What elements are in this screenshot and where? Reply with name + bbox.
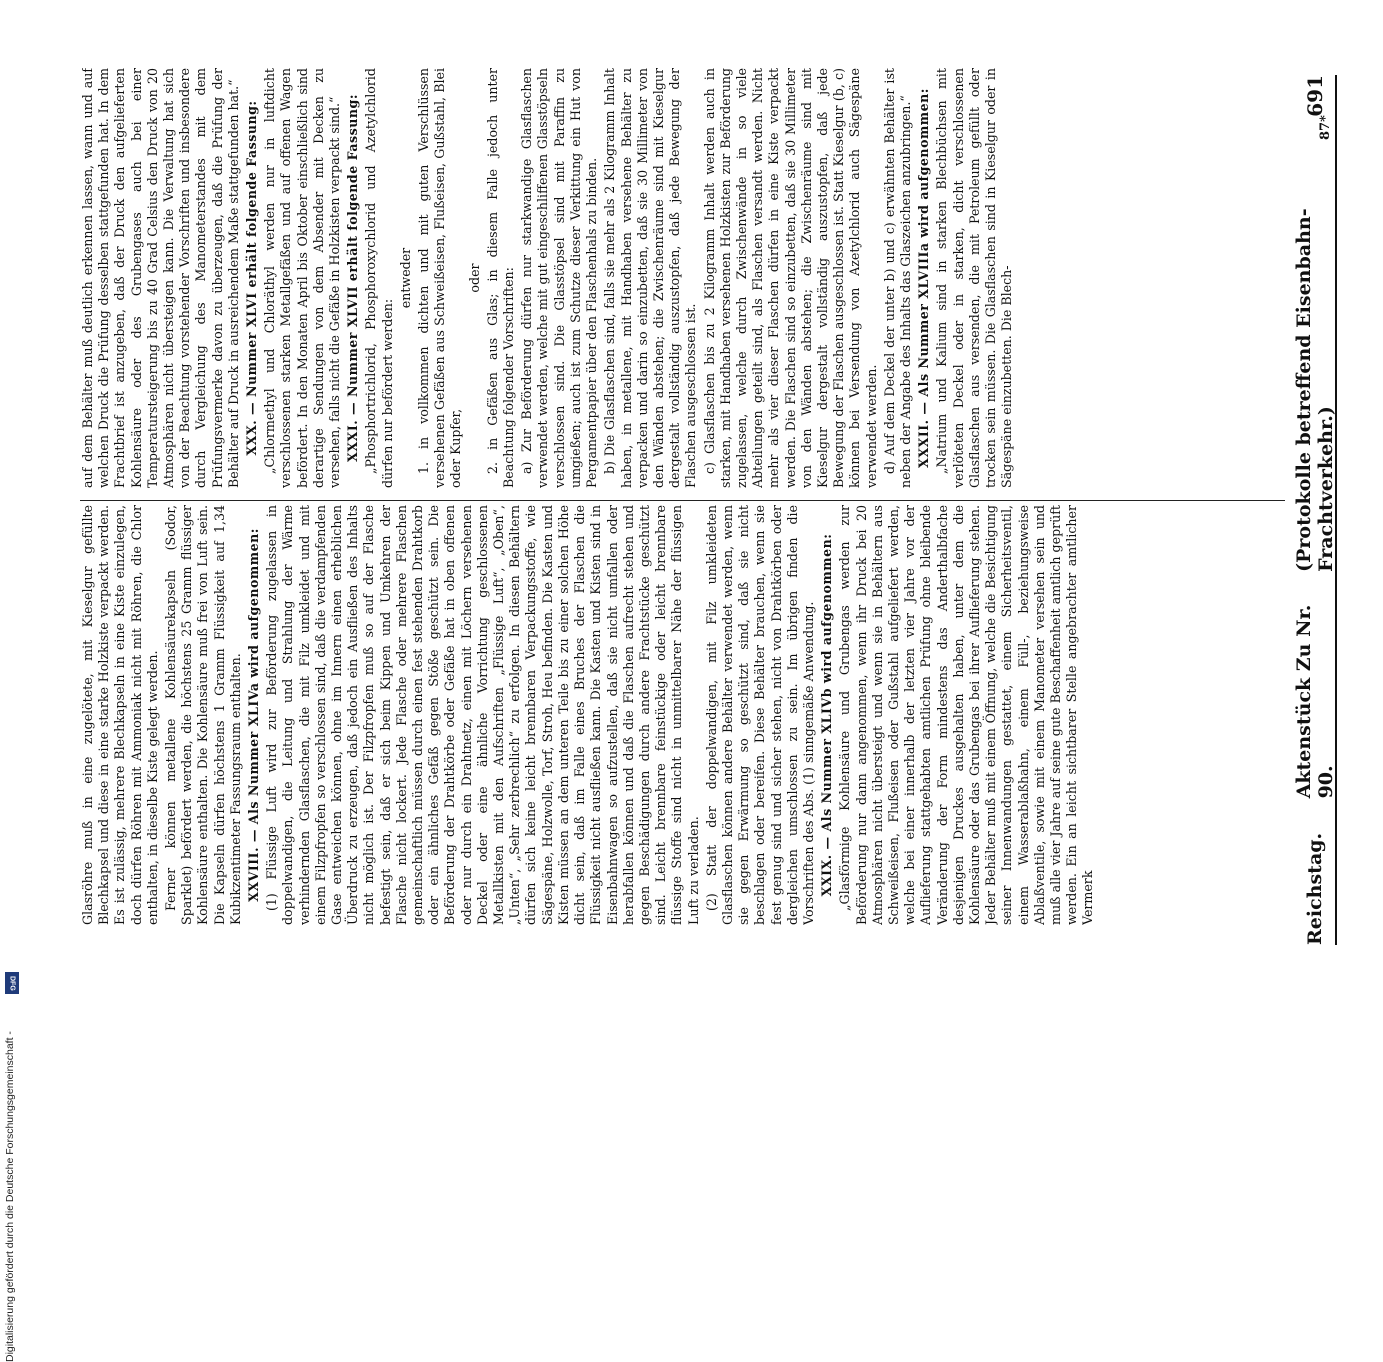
paragraph: „Natrium und Kalium sind in starken Blechbüchsen mit verlöteten Deckel oder in starken, dicht verschlossenen Glasflaschen aus versenden, die mit Petroleum gefüllt oder trocken sein müssen. Die Glasflaschen sind in Kieselgur oder in Sägespäne einzubetten. Die Blech- [934, 68, 1015, 488]
paragraph: Glasröhre muß in eine zugelötete, mit Kieselgur gefüllte Blechkapsel und diese in eine starke Holzkiste verpackt werden. Es ist zulässig, mehrere Blechkapseln in eine Kiste einzulegen, doch dürfen Röhren mit Ammoniak nicht mit Röhren, die Chlor enthalten, in dieselbe Kiste gelegt werden. [80, 505, 160, 925]
paragraph: d) Auf dem Deckel der unter b) und c) erwähnten Behälter ist neben der Angabe des Inhalts das Glaszeichen anzubringen.“ [881, 68, 913, 488]
section-heading: XXXI. — Nummer XLVII erhält folgende Fassung: [345, 94, 361, 462]
right-column [80, 68, 1285, 488]
paragraph: „Phosphortrichlorid, Phosphoroxychlorid und Azetylchlorid dürfen nur befördert werden: [363, 68, 395, 488]
paragraph: (2) Statt der doppelwandigen, mit Filz umkleideten Glasflaschen können andere Behälter verwendet werden, wenn sie gegen Erwärmung so geschützt sind, daß sie nicht beschlagen oder bereifen. Diese Behälter brauchen, wenn sie fest genug sind und sicher stehen, nicht von Drahtkörben oder dergleichen umschlossen zu sein. Im übrigen finden die Vorschriften des Abs. (1) sinngemäße Anwendung. [703, 505, 816, 925]
footer-text: Digitalisierung gefördert durch die Deutsche Forschungsgemeinschaft - [4, 1031, 16, 1362]
paragraph: (1) Flüssige Luft wird zur Beförderung zugelassen in doppelwandigen, die Leitung und Strahlung der Wärme verhindernden Glasflaschen, die mit Filz umkleidet und mit einem Filzpfropfen so verschlossen sind, daß die verdampfenden Gase entweichen können, ohne im Innern einen erheblichen Überdruck zu erzeugen, daß jedoch ein Ausfließen des Inhalts nicht möglich ist. Der Filzpfropfen muß so auf der Flasche befestigt sein, daß er sich beim Kippen und Umkehren der Flasche nicht lockert. Jede Flasche oder mehrere Flaschen gemeinschaftlich müssen durch einen fest stehenden Drahtkorb oder ein ähnliches Gefäß gegen Stöße geschützt sein. Die Beförderung der Drahtkörbe oder Gefäße hat in oben offenen oder nur durch ein Drahtnetz, einen mit Löchern versehenen Deckel oder eine ähnliche Vorrichtung geschlossenen Metallkisten mit den Aufschriften „Flüssige Luft“, „Oben“, „Unten“, „Sehr zerbrechlich“ zu erfolgen. In diesen Behältern dürfen sich keine leicht brennbaren Verpackungsstoffe, wie Sägespäne, Holzwolle, Torf, Stroh, Heu befinden. Die Kasten und Kisten müssen an dem unteren Teile bis zu einer solchen Höhe dicht sein, daß im Falle eines Bruches der Flaschen die Flüssigkeit nicht ausfließen kann. Die Kasten und Kisten sind in Eisenbahnwagen so aufzustellen, daß sie nicht umfallen oder herabfallen können und daß die Flaschen aufrecht stehen und gegen Beschädigungen durch andere Frachtstücke geschützt sind. Leicht brennbare feinstückige oder leicht brennbare flüssige Stoffe sind nicht in unmittelbarer Nähe der flüssigen Luft zu verladen. [264, 505, 701, 925]
left-column [80, 505, 1285, 925]
header-center: Aktenstück Zu Nr. 90. [1293, 604, 1337, 799]
section-heading: XXVIII. — Als Nummer XLIVa wird aufgenommen: [246, 528, 262, 902]
section-heading: XXXII. — Als Nummer XLVIIIa wird aufgenommen: [916, 88, 932, 468]
paragraph: oder [466, 263, 482, 293]
column-divider [80, 500, 1285, 501]
paragraph: a) Zur Beförderung dürfen nur starkwandige Glasflaschen verwendet werden, welche mit gut eingeschliffenen Glasstöpseln verschlossen sind. Die Glasstöpsel sind mit Paraffin zu umgießen; auch ist zum Schutze dieser Verkittung ein Hut von Pergamentpapier über den Flaschenhals zu binden. [519, 68, 600, 488]
paragraph: Ferner können metallene Kohlensäurekapseln (Sodor, Sparklet) befördert werden, die höchstens 25 Gramm flüssiger Kohlensäure enthalten. Die Kohlensäure muß frei von Luft sein. Die Kapseln dürfen höchstens 1 Gramm Flüssigkeit auf 1,34 Kubikzentimeter Fassungsraum enthalten. [163, 505, 243, 925]
paragraph: c) Glasflaschen bis zu 2 Kilogramm Inhalt werden auch in starken, mit Handhaben versehenen Holzkisten zur Beförderung zugelassen, welche durch Zwischenwände in so viele Abteilungen geteilt sind, als Flaschen versandt werden. Nicht mehr als vier dieser Flaschen dürfen in eine Kiste verpackt werden. Die Flaschen sind so einzubetten, daß sie 30 Millimeter von den Wänden abstehen; die Zwischenräume sind mit Kieselgur dergestalt vollständig auszustopfen, daß jede Bewegung der Flaschen ausgeschlossen ist. Statt Kieselgur (b, c) können bei Versendung von Azetylchlorid auch Sägespäne verwendet werden. [701, 68, 879, 488]
dfg-logo: DFG [5, 972, 19, 994]
paragraph: entweder [397, 247, 413, 309]
section-heading: XXIX. — Als Nummer XLIVb wird aufgenommen: [819, 533, 835, 897]
header-left: Reichstag. [1304, 832, 1326, 945]
paragraph: b) Die Glasflaschen sind, falls sie mehr als 2 Kilogramm Inhalt haben, in metallene, mit Handhaben versehene Behälter zu verpacken und darin so einzubetten, daß sie 30 Millimeter von den Wänden abstehen; die Zwischenräume sind mit Kieselgur dergestalt vollständig auszustopfen, daß jede Bewegung der Flaschen ausgeschlossen ist. [602, 68, 699, 488]
page-number: 691 [1303, 75, 1327, 117]
header-right: (Protokolle betreffend Eisenbahn-Frachtverkehr.) [1293, 208, 1337, 572]
paragraph: 1. in vollkommen dichten und mit guten Verschlüssen versehenen Gefäßen aus Schweißeisen, Flußeisen, Gußstahl, Blei oder Kupfer, [416, 68, 464, 488]
page-header [1295, 75, 1337, 945]
signature-mark: 87* [1318, 115, 1333, 140]
paragraph: „Chlormethyl und Chloräthyl werden nur in luftdicht verschlossenen starken Metallgefäßen und auf offenen Wagen befördert. In den Monaten April bis Oktober einschließlich sind derartige Sendungen von dem Absender mit Decken zu versehen, falls nicht die Gefäße in Holzkisten verpackt sind.“ [262, 68, 343, 488]
paragraph: „Glasförmige Kohlensäure und Grubengas werden zur Beförderung nur dann angenommen, wenn ihr Druck bei 20 Atmosphären nicht übersteigt und wenn sie in Behältern aus Schweißeisen, Flußeisen oder Gußstahl aufgeliefert werden, welche bei einer innerhalb der letzten vier Jahre vor der Auflieferung stattgehabten amtlichen Prüfung ohne bleibende Veränderung der Form mindestens das Anderthalbfache desjenigen Druckes ausgehalten haben, unter dem die Kohlensäure oder das Grubengas bei ihrer Auflieferung stehen. Jeder Behälter muß mit einem Öffnung, welche die Besichtigung seiner Innenwandungen gestattet, einem Sicherheitsventil, einem Wasserablaßhahn, einem Füll-, beziehungsweise Ablaßventile, sowie mit einem Manometer versehen sein und muß alle vier Jahre auf seine gute Beschaffenheit amtlich geprüft werden. Ein an leicht sichtbarer Stelle angebrachter amtlicher Vermerk [837, 505, 1096, 925]
paragraph: 2. in Gefäßen aus Glas; in diesem Falle jedoch unter Beachtung folgender Vorschriften: [484, 68, 517, 488]
paragraph: auf dem Behälter muß deutlich erkennen lassen, wann und auf welchen Druck die Prüfung desselben stattgefunden hat. In dem Frachtbrief ist anzugeben, daß der Druck den aufgelieferten Kohlensäure oder des Grubengases auch bei einer Temperatursteigerung bis zu 40 Grad Celsius den Druck von 20 Atmosphären nicht übersteigen kann. Die Verwaltung hat sich von der Beachtung vorstehender Vorschriften und insbesondere durch Vergleichung des Manometerstandes mit dem Prüfungsvermerke davon zu überzeugen, daß die Prüfung der Behälter auf Druck in ausreichendem Maße stattgefunden hat.“ [80, 68, 241, 488]
digitization-footer [4, 594, 22, 1362]
section-heading: XXX. — Nummer XLVI erhält folgende Fassung: [244, 100, 260, 456]
